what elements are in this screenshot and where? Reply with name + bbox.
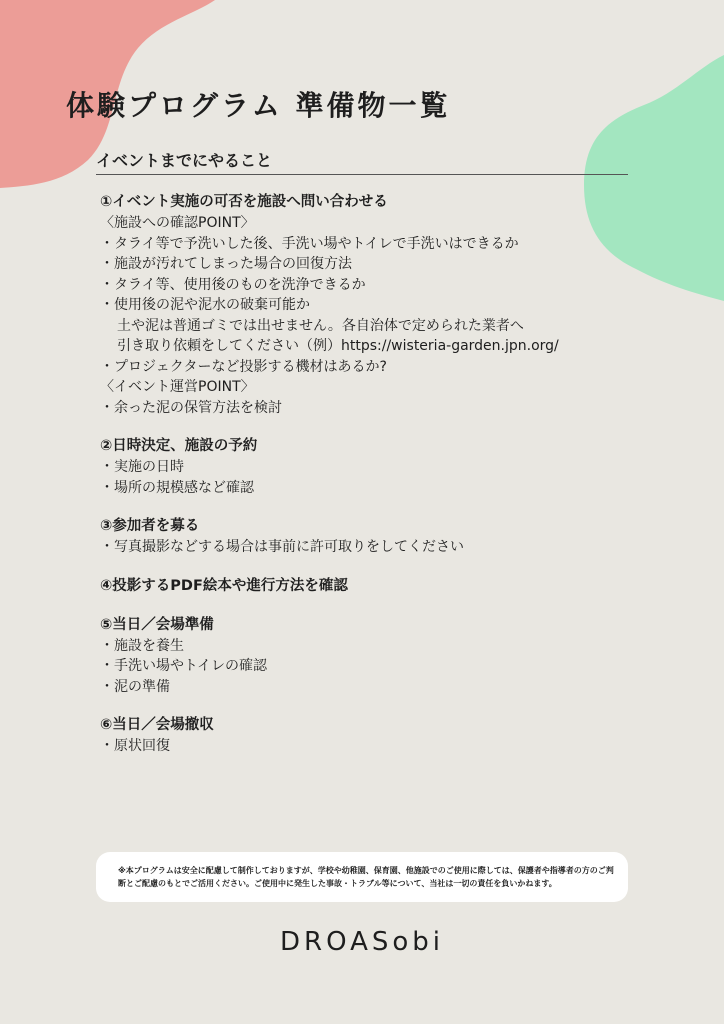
checklist-line: ・泥の準備 [100,678,170,695]
checklist-line: ・施設を養生 [100,637,184,654]
section-title: ①イベント実施の可否を施設へ問い合わせる [100,194,388,210]
section-spacer [100,558,660,576]
checklist-line: ・施設が汚れてしまった場合の回復方法 [100,256,352,272]
section-spacer [100,597,660,615]
checklist-section [100,715,660,757]
checklist-section [100,192,660,418]
checklist-line: ・手洗い場やトイレの確認 [100,658,268,674]
checklist-line: 土や泥は普通ゴミでは出せません。各自治体で定められた業者へ [117,317,524,334]
section-spacer [100,697,660,715]
checklist-line: ・実施の日時 [100,459,184,475]
checklist-section [100,516,660,558]
section-title: ③参加者を募る [100,518,200,534]
checklist-line: 〈イベント運営POINT〉 [100,379,255,395]
checklist-section [100,615,660,698]
disclaimer-box [96,852,628,902]
checklist-line: ・原状回復 [100,738,170,754]
section-spacer [100,498,660,516]
checklist-section [100,576,660,597]
section-title: ②日時決定、施設の予約 [100,438,258,454]
section-title: ④投影するPDF絵本や進行方法を確認 [100,577,348,594]
disclaimer-text: ※本プログラムは安全に配慮して制作しておりますが、学校や幼稚園、保育園、他施設でのご使用に際しては、保護者や指導者の方のご判断とご配慮のもとでご活用ください。ご使用中に発生した事故・トラブル等について、当社は一切の責任を負いかねます。 [118,866,614,888]
checklist-line: 〈施設への確認POINT〉 [100,215,255,231]
section-title: ⑥当日／会場撤収 [100,717,214,733]
section-spacer [100,418,660,436]
checklist-line: 引き取り依頼をしてください（例）https://wisteria-garden.jpn.org/ [117,338,559,354]
brand-logo: DROASobi [279,927,445,957]
checklist-line: ・プロジェクターなど投影する機材はあるか? [100,358,387,375]
checklist-section [100,436,660,498]
section-title: ⑤当日／会場準備 [100,616,214,633]
checklist-line: ・使用後の泥や泥水の破棄可能か [100,297,310,313]
divider [96,174,628,175]
checklist-line: ・余った泥の保管方法を検討 [100,399,282,416]
page-title: 体験プログラム 準備物一覧 [66,89,451,122]
checklist-line: ・タライ等、使用後のものを洗浄できるか [100,276,366,293]
checklist-line: ・写真撮影などする場合は事前に許可取りをしてください [100,539,464,555]
checklist-line: ・タライ等で予洗いした後、手洗い場やトイレで手洗いはできるか [100,235,519,252]
section-heading: イベントまでにやること [96,151,273,170]
checklist [100,192,660,757]
checklist-line: ・場所の規模感など確認 [100,479,254,496]
